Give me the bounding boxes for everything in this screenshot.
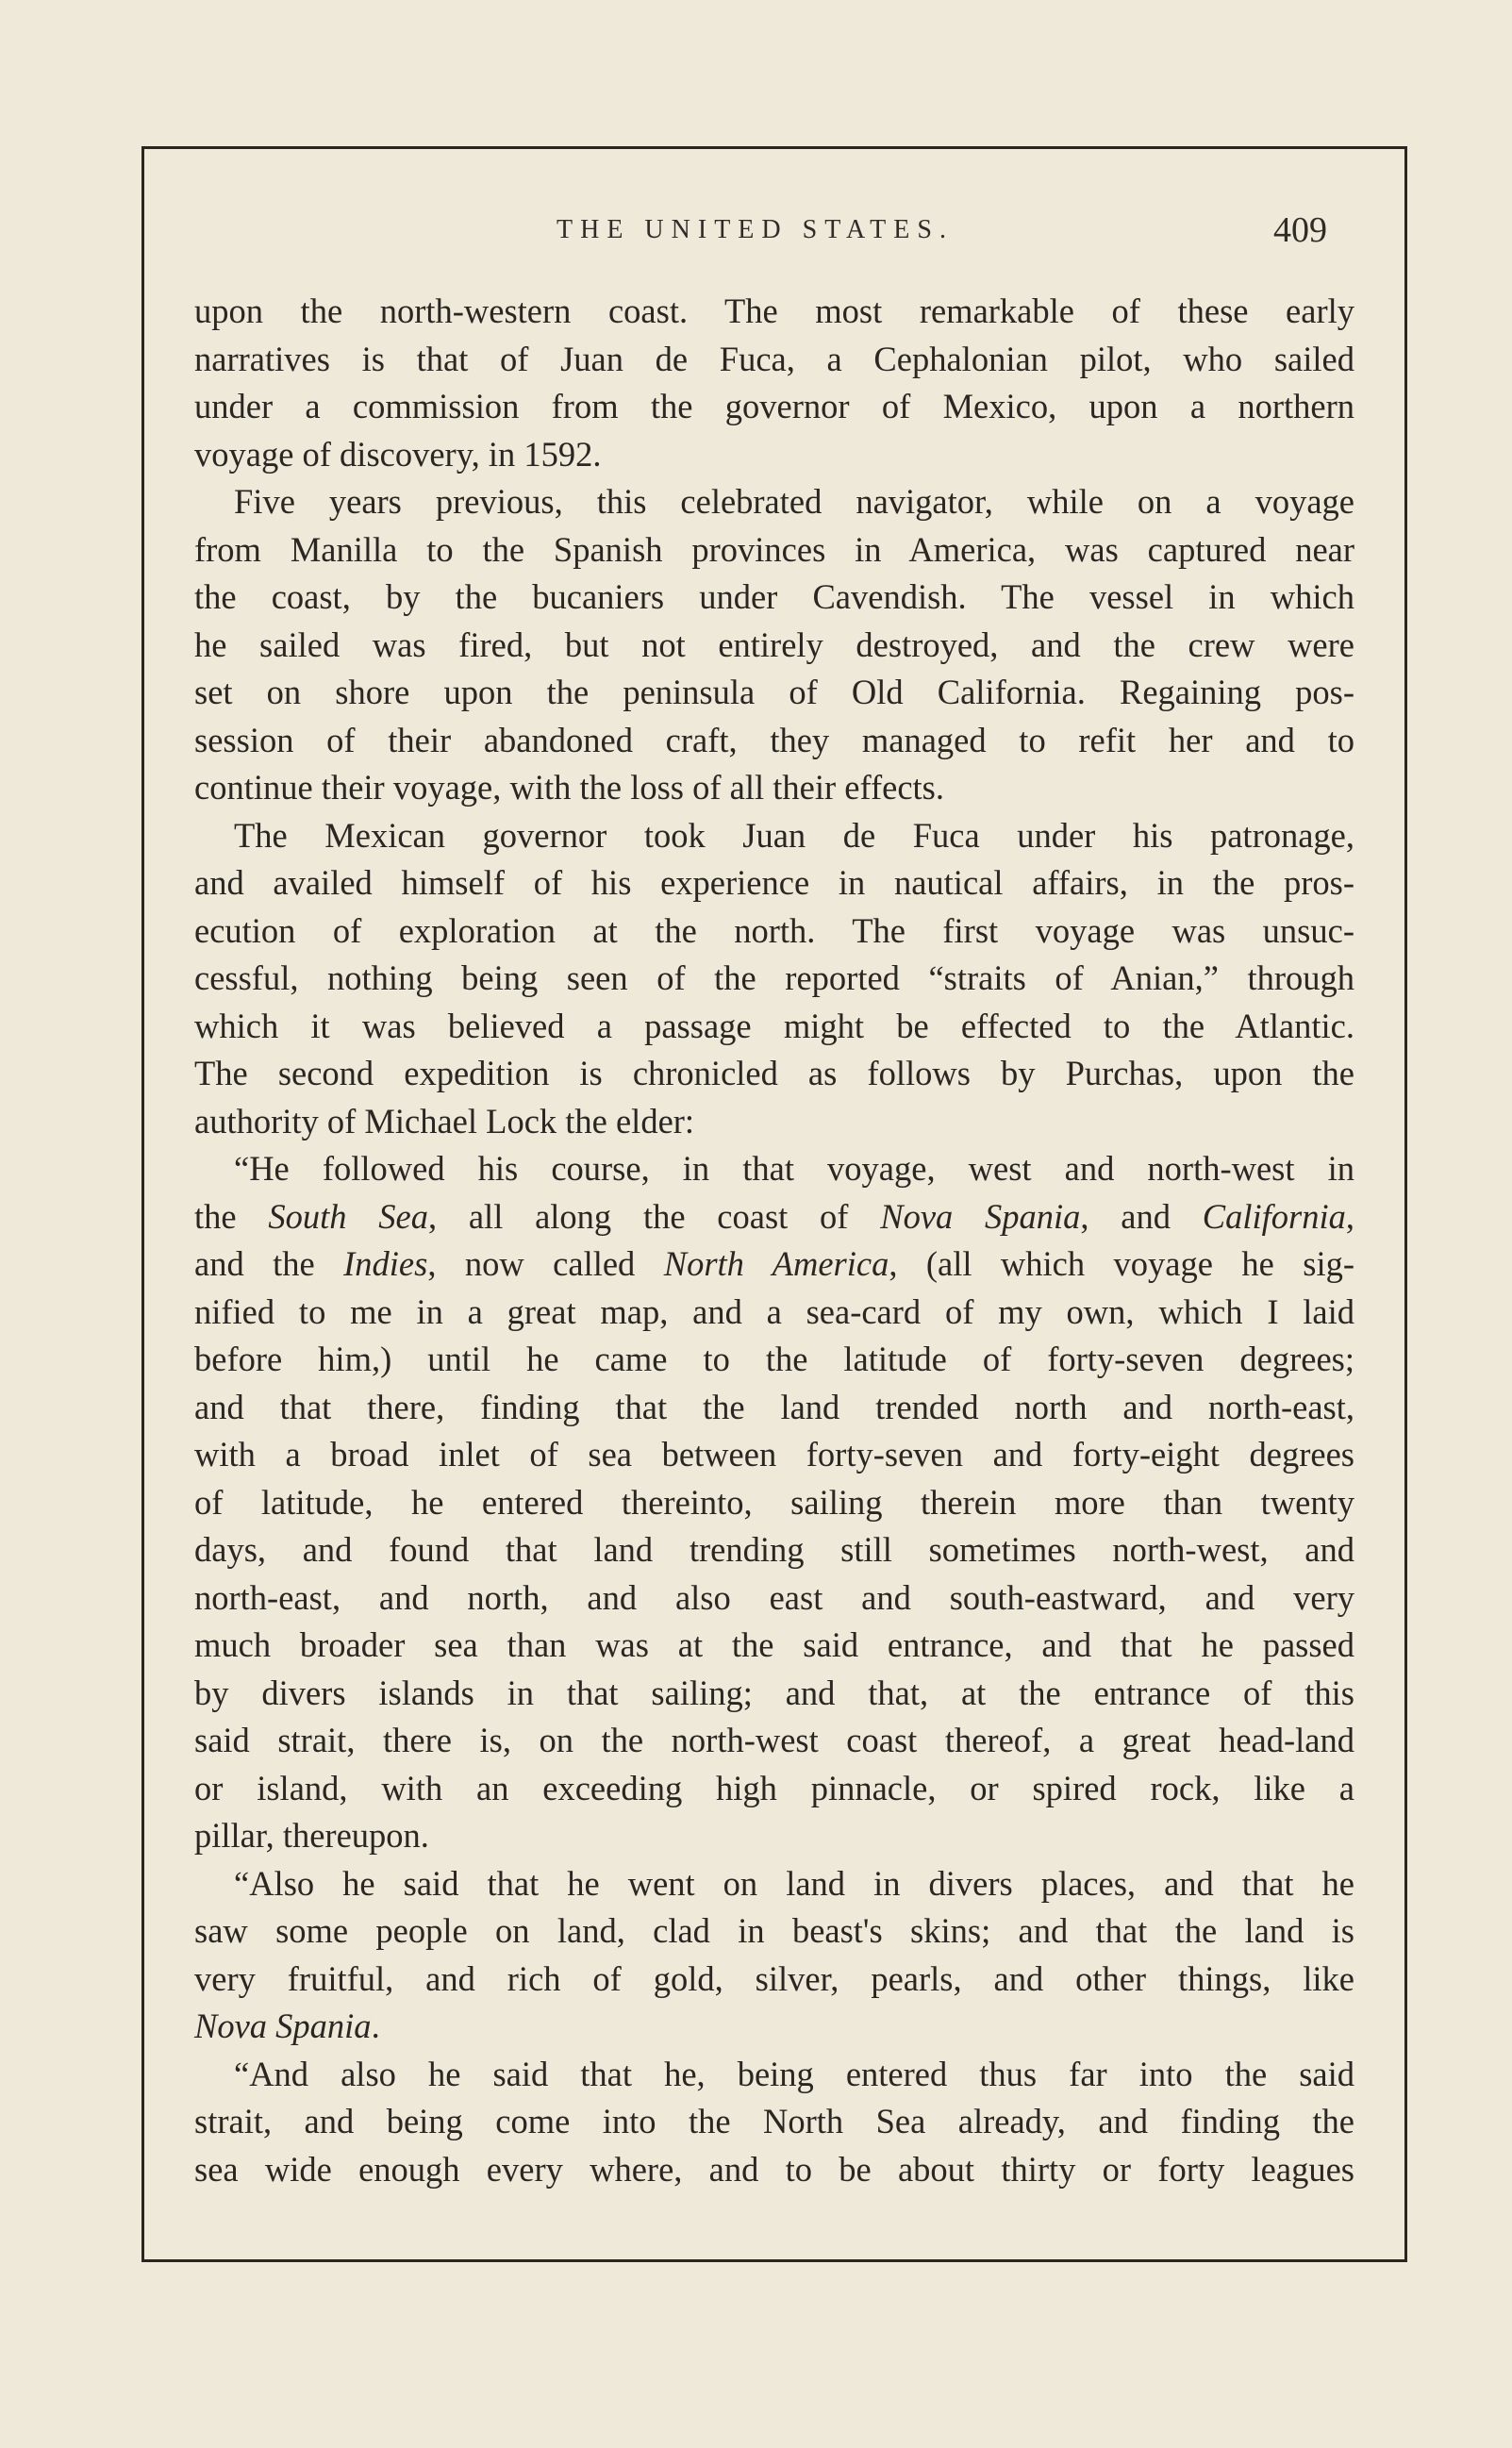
text-line: days, and found that land trending still sometimes north-west, and bbox=[194, 1530, 1354, 1569]
text-line: or island, with an exceeding high pinnacle, or spired rock, like a bbox=[194, 1768, 1354, 1807]
text-line: Five years previous, this celebrated navigator, while on a voyage bbox=[234, 482, 1354, 521]
text-line: of latitude, he entered thereinto, sailing therein more than twenty bbox=[194, 1482, 1354, 1522]
italic-place-name: Nova Spania bbox=[194, 2007, 372, 2045]
text-line: cessful, nothing being seen of the reported “straits of Anian,” through bbox=[194, 958, 1354, 997]
page-number: 409 bbox=[1273, 210, 1327, 250]
text-line: said strait, there is, on the north-west coast thereof, a great head-land bbox=[194, 1721, 1354, 1759]
text-line: “Also he said that he went on land in divers places, and that he bbox=[234, 1863, 1354, 1903]
text-line: from Manilla to the Spanish provinces in America, was captured near bbox=[194, 529, 1354, 569]
text-line: session of their abandoned craft, they managed to refit her and to bbox=[194, 720, 1354, 759]
text-line bbox=[194, 2003, 1354, 2051]
text-line bbox=[194, 1193, 1354, 1241]
text-run: the bbox=[194, 1196, 269, 1236]
text-line: with a broad inlet of sea between forty-seven and forty-eight degrees bbox=[194, 1435, 1354, 1474]
running-header bbox=[0, 210, 1512, 272]
text-run: , (all which voyage he sig- bbox=[889, 1244, 1354, 1283]
text-line: under a commission from the governor of Mexico, upon a northern bbox=[194, 387, 1354, 425]
text-line: and that there, finding that the land trended north and north-east, bbox=[194, 1387, 1354, 1426]
text-line: sea wide enough every where, and to be about thirty or forty leagues bbox=[194, 2149, 1354, 2189]
running-title: THE UNITED STATES. bbox=[557, 215, 954, 244]
text-line: nified to me in a great map, and a sea-card of my own, which I laid bbox=[194, 1291, 1354, 1331]
text-line: “He followed his course, in that voyage, west and north-west in bbox=[234, 1149, 1354, 1188]
text-run: , bbox=[1345, 1196, 1355, 1236]
body-text bbox=[194, 288, 1354, 2193]
text-line: saw some people on land, clad in beast's skins; and that the land is bbox=[194, 1911, 1354, 1950]
text-line: The second expedition is chronicled as follows by Purchas, upon the bbox=[194, 1054, 1354, 1092]
italic-place-name: North America bbox=[663, 1244, 889, 1283]
text-line: ecution of exploration at the north. The first voyage was unsuc- bbox=[194, 910, 1354, 950]
text-line: by divers islands in that sailing; and that, at the entrance of this bbox=[194, 1673, 1354, 1712]
italic-place-name: Indies bbox=[343, 1244, 428, 1283]
text-run: . bbox=[371, 2007, 380, 2045]
text-line: upon the north-western coast. The most remarkable of these early bbox=[194, 291, 1354, 330]
text-run: , and bbox=[1080, 1196, 1203, 1236]
italic-place-name: California bbox=[1202, 1196, 1346, 1236]
text-line: much broader sea than was at the said entrance, and that he passed bbox=[194, 1625, 1354, 1664]
text-line: continue their voyage, with the loss of all their effects. bbox=[194, 768, 944, 807]
text-run: , now called bbox=[427, 1244, 664, 1283]
text-line: before him,) until he came to the latitude of forty-seven degrees; bbox=[194, 1340, 1354, 1378]
text-line: he sailed was fired, but not entirely destroyed, and the crew were bbox=[194, 624, 1354, 664]
italic-place-name: South Sea bbox=[268, 1196, 428, 1236]
text-line: narratives is that of Juan de Fuca, a Cephalonian pilot, who sailed bbox=[194, 339, 1354, 378]
text-line: authority of Michael Lock the elder: bbox=[194, 1101, 695, 1141]
text-line: The Mexican governor took Juan de Fuca under his patronage, bbox=[234, 815, 1354, 855]
text-line: and availed himself of his experience in nautical affairs, in the pros- bbox=[194, 863, 1354, 902]
text-line: pillar, thereupon. bbox=[194, 1816, 429, 1855]
text-run: , all along the coast of bbox=[427, 1196, 881, 1236]
text-line: “And also he said that he, being entered thus far into the said bbox=[234, 2054, 1354, 2093]
text-line: voyage of discovery, in 1592. bbox=[194, 434, 602, 474]
text-line: which it was believed a passage might be effected to the Atlantic. bbox=[194, 1006, 1354, 1045]
text-line: the coast, by the bucaniers under Cavendish. The vessel in which bbox=[194, 577, 1354, 616]
text-line: set on shore upon the peninsula of Old California. Regaining pos- bbox=[194, 673, 1354, 711]
text-line: very fruitful, and rich of gold, silver, pearls, and other things, like bbox=[194, 1958, 1354, 1998]
text-line bbox=[194, 1241, 1354, 1289]
text-line: north-east, and north, and also east and south-eastward, and very bbox=[194, 1577, 1354, 1617]
text-run: and the bbox=[194, 1244, 344, 1283]
text-line: strait, and being come into the North Sea already, and finding the bbox=[194, 2102, 1354, 2140]
italic-place-name: Nova Spania bbox=[880, 1196, 1081, 1236]
